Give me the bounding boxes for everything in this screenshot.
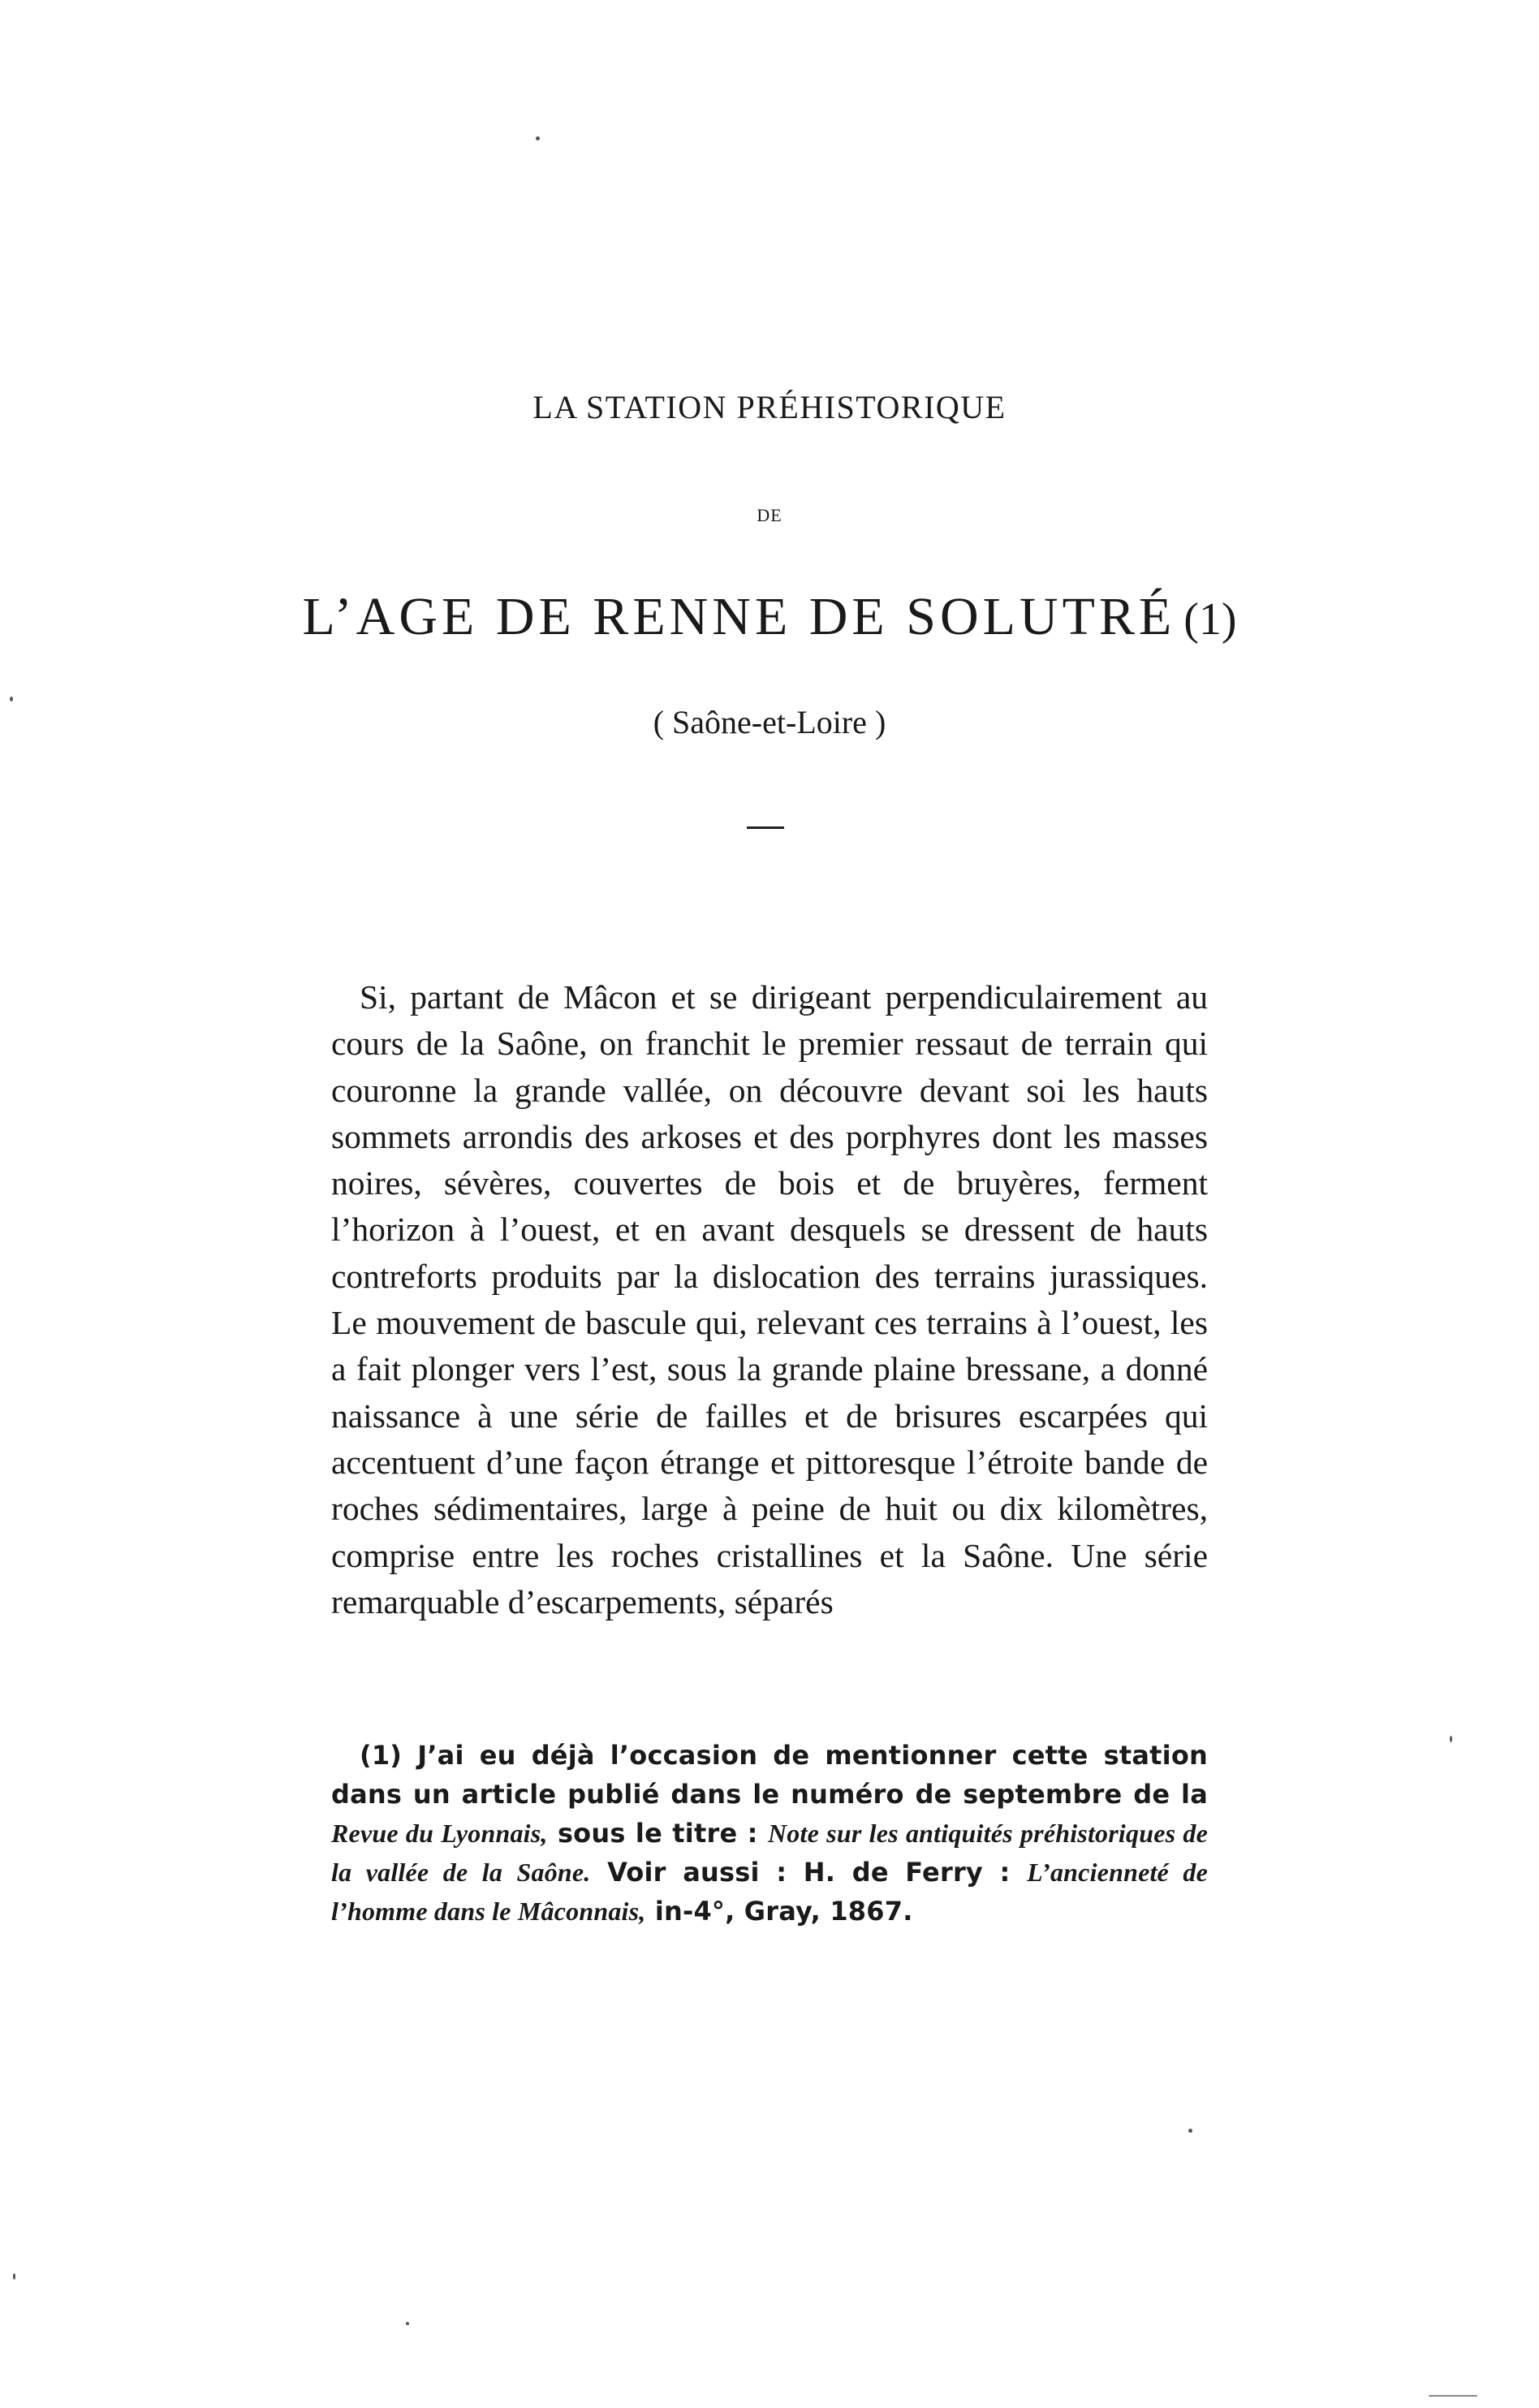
scan-speck <box>1429 2395 1477 2397</box>
footnote-text-1: J’ai eu déjà l’occasion de mentionner cette station dans un article publié dans le numéro de septembre de la <box>331 1740 1209 1810</box>
title-line: LA STATION PRÉHISTORIQUE <box>532 389 1007 425</box>
title-divider <box>747 826 784 829</box>
scan-speck <box>1450 1736 1452 1742</box>
footnote <box>331 1736 1208 1931</box>
footnote-text-2: sous le titre : <box>557 1818 758 1849</box>
scan-speck <box>13 2273 15 2280</box>
footnote-marker: (1) <box>360 1740 403 1771</box>
main-title <box>0 586 1539 648</box>
body-paragraph: Si, partant de Mâcon et se dirigeant perpendiculairement au cours de la Saône, on franchit le premier ressaut de terrain qui couronne la grande vallée, on découvre devant soi les hauts sommets arrondis des arkoses et des porphyres dont les masses noires, sévères, couvertes de bois et de bruyères, ferment l’horizon à l’ouest, et en avant desquels se dressent de hauts contreforts produits par la dislocation des terrains jurassiques. Le mouvement de bascule qui, relevant ces terrains à l’ouest, les a fait plonger vers l’est, sous la grande plaine bressane, a donné naissance à une série de failles et de brisures escarpées qui accentuent d’une façon étrange et pittoresque l’étroite bande de roches sédimentaires, large à peine de huit ou dix kilomètres, comprise entre les roches cristallines et la Saône. Une série remarquable d’escarpements, séparés <box>331 978 1208 1620</box>
scan-speck <box>406 2322 409 2325</box>
footnote-article-title: Note sur les antiquités préhistoriques de la vallée de la Saône. <box>331 1819 1209 1887</box>
footnote-text-3: Voir aussi : H. de Ferry : <box>607 1857 1011 1888</box>
scan-speck <box>10 697 13 701</box>
main-title-text: L’AGE DE RENNE DE SOLUTRÉ <box>302 587 1176 646</box>
footnote-text-4: in-4°, Gray, 1867. <box>654 1896 913 1927</box>
subtitle: ( Saône-et-Loire ) <box>653 704 886 740</box>
scan-speck <box>1188 2129 1192 2133</box>
footnote-journal: Revue du Lyonnais, <box>331 1819 548 1848</box>
footnote-reference: (1) <box>1183 594 1237 645</box>
footnote-book-title: L’ancienneté de l’homme dans le Mâconnais, <box>331 1858 1208 1926</box>
title-connector: DE <box>757 505 782 525</box>
scan-speck <box>536 136 540 140</box>
